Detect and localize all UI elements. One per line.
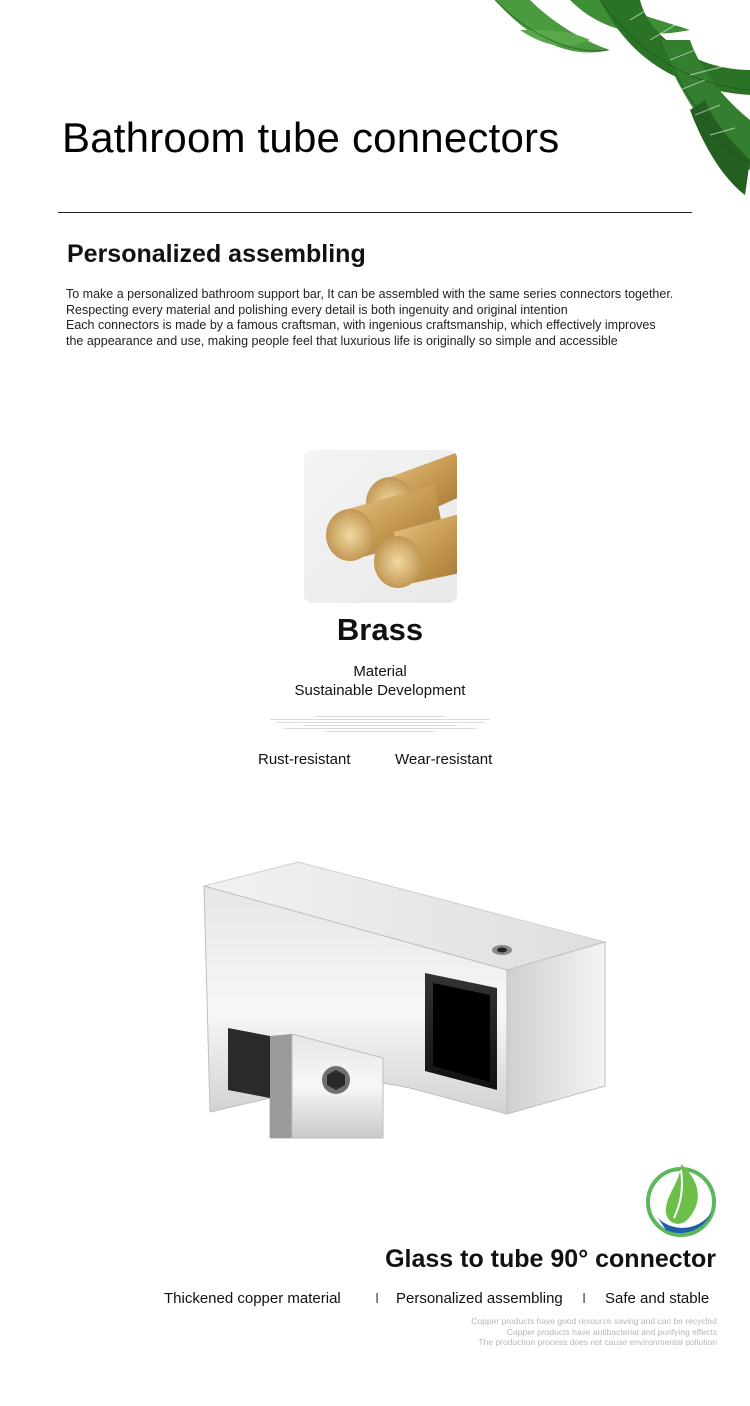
property-separator: I <box>375 1290 380 1307</box>
feature-rust-resistant: Rust-resistant <box>258 751 351 768</box>
product-title: Glass to tube 90° connector <box>385 1245 716 1273</box>
intro-line: Respecting every material and polishing every detail is both ingenuity and original intention <box>66 302 568 317</box>
intro-heading: Personalized assembling <box>67 240 366 268</box>
feature-wear-resistant: Wear-resistant <box>395 751 493 768</box>
intro-description <box>66 287 706 349</box>
intro-line: To make a personalized bathroom support bar, It can be assembled with the same series connectors together. <box>66 287 674 301</box>
environment-notes <box>471 1316 717 1348</box>
intro-line: the appearance and use, making people feel that luxurious life is originally so simple and accessible <box>66 333 618 348</box>
material-name: Brass <box>336 612 424 647</box>
property-item: Safe and stable <box>605 1290 710 1307</box>
intro-line: Each connectors is made by a famous craftsman, with ingenious craftsmanship, which effectively improves <box>66 318 656 332</box>
connector-product-image <box>200 858 612 1148</box>
material-tagline: Sustainable Development <box>294 682 466 699</box>
note-line: Copper products have antibacterial and purifying effects <box>506 1326 717 1337</box>
property-item: Thickened copper material <box>164 1290 341 1307</box>
decorative-fine-text <box>270 714 490 738</box>
material-subtitle <box>0 662 750 700</box>
palm-leaves-icon <box>490 0 750 200</box>
page-title: Bathroom tube connectors <box>62 114 560 161</box>
eco-leaf-water-icon <box>644 1160 718 1238</box>
material-label: Material <box>353 663 407 680</box>
note-line: Copper products have good resource saving and can be recycled <box>471 1316 717 1326</box>
note-line: The production process does not cause environmental pollution <box>478 1337 717 1347</box>
title-divider <box>58 212 692 213</box>
brass-rods-image <box>304 450 457 603</box>
property-separator: I <box>582 1290 587 1307</box>
property-item: Personalized assembling <box>396 1290 563 1307</box>
